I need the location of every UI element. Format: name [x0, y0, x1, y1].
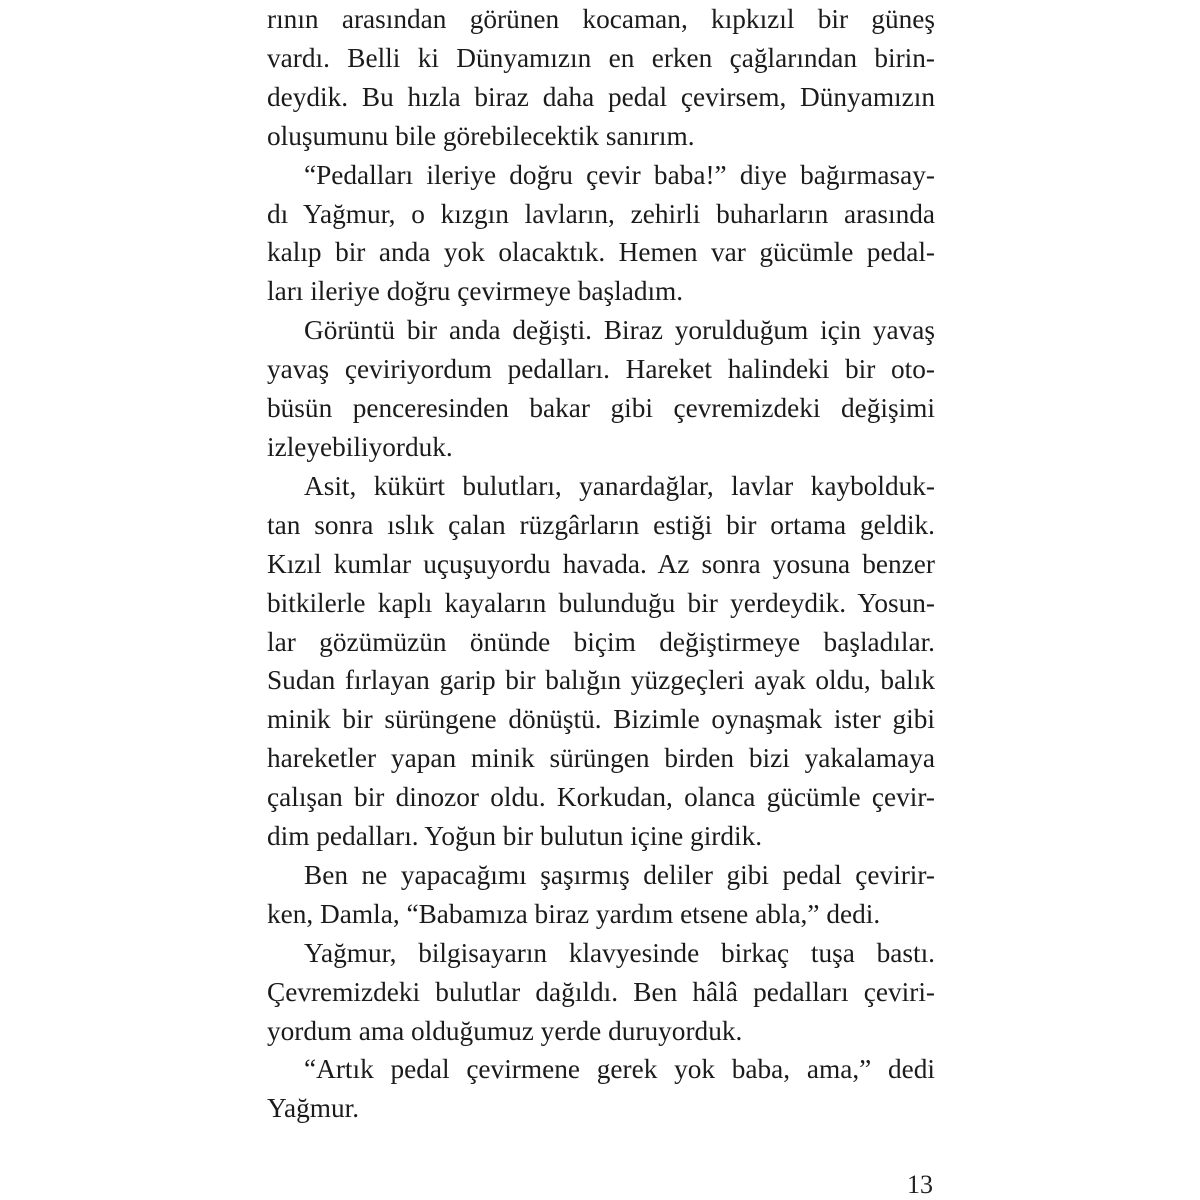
text-line: yavaş çeviriyordum pedalları. Hareket halindeki bir oto-	[267, 354, 935, 385]
text-line: dim pedalları. Yoğun bir bulutun içine girdik.	[267, 821, 763, 852]
text-line: Yağmur, bilgisayarın klavyesinde birkaç tuşa bastı.	[304, 937, 935, 968]
text-line: Ben ne yapacağımı şaşırmış deliler gibi pedal çevirir-	[304, 859, 935, 890]
text-line: ları ileriye doğru çevirmeye başladım.	[267, 276, 684, 307]
paragraph	[267, 467, 935, 856]
paragraph	[267, 156, 935, 312]
text-line: rının arasından görünen kocaman, kıpkızıl bir güneş	[267, 4, 935, 34]
text-line: minik bir sürüngene dönüştü. Bizimle oynaşmak ister gibi	[267, 704, 935, 735]
text-line: Asit, kükürt bulutları, yanardağlar, lavlar kaybolduk-	[304, 470, 935, 501]
text-line: lar gözümüzün önünde biçim değiştirmeye başladılar.	[267, 626, 935, 657]
text-line: yordum ama olduğumuz yerde duruyorduk.	[267, 1015, 743, 1046]
text-line: “Pedalları ileriye doğru çevir baba!” diye bağırmasay-	[304, 159, 935, 190]
text-line: Kızıl kumlar uçuşuyordu havada. Az sonra yosuna benzer	[267, 548, 935, 579]
paragraph	[267, 0, 935, 156]
text-line: çalışan bir dinozor oldu. Korkudan, olanca gücümle çevir-	[267, 782, 935, 813]
paragraph	[267, 1050, 935, 1128]
text-line: tan sonra ıslık çalan rüzgârların estiği bir ortama geldik.	[267, 509, 935, 540]
text-line: deydik. Bu hızla biraz daha pedal çevirsem, Dünyamızın	[267, 81, 935, 112]
text-line: “Artık pedal çevirmene gerek yok baba, ama,” dedi	[304, 1054, 935, 1085]
paragraph	[267, 311, 935, 467]
text-line: dı Yağmur, o kızgın lavların, zehirli buharların arasında	[267, 198, 935, 229]
page-number: 13	[907, 1170, 933, 1199]
text-line: oluşumunu bile görebilecektik sanırım.	[267, 120, 695, 151]
text-line: ken, Damla, “Babamıza biraz yardım etsene abla,” dedi.	[267, 898, 881, 929]
text-line: Yağmur.	[267, 1093, 360, 1124]
text-line: izleyebiliyorduk.	[267, 431, 453, 462]
paragraph	[267, 934, 935, 1051]
paragraph	[267, 856, 935, 934]
text-line: büsün penceresinden bakar gibi çevremizdeki değişimi	[267, 393, 935, 424]
body-text	[267, 0, 935, 1128]
text-line: Görüntü bir anda değişti. Biraz yorulduğum için yavaş	[304, 315, 935, 346]
text-line: vardı. Belli ki Dünyamızın en erken çağlarından birin-	[267, 42, 935, 73]
text-line: Çevremizdeki bulutlar dağıldı. Ben hâlâ pedalları çeviri-	[267, 976, 935, 1007]
text-line: kalıp bir anda yok olacaktık. Hemen var gücümle pedal-	[267, 237, 935, 268]
text-line: Sudan fırlayan garip bir balığın yüzgeçleri ayak oldu, balık	[267, 665, 935, 696]
text-line: bitkilerle kaplı kayaların bulunduğu bir yerdeydik. Yosun-	[267, 587, 935, 618]
text-line: hareketler yapan minik sürüngen birden bizi yakalamaya	[267, 743, 935, 774]
